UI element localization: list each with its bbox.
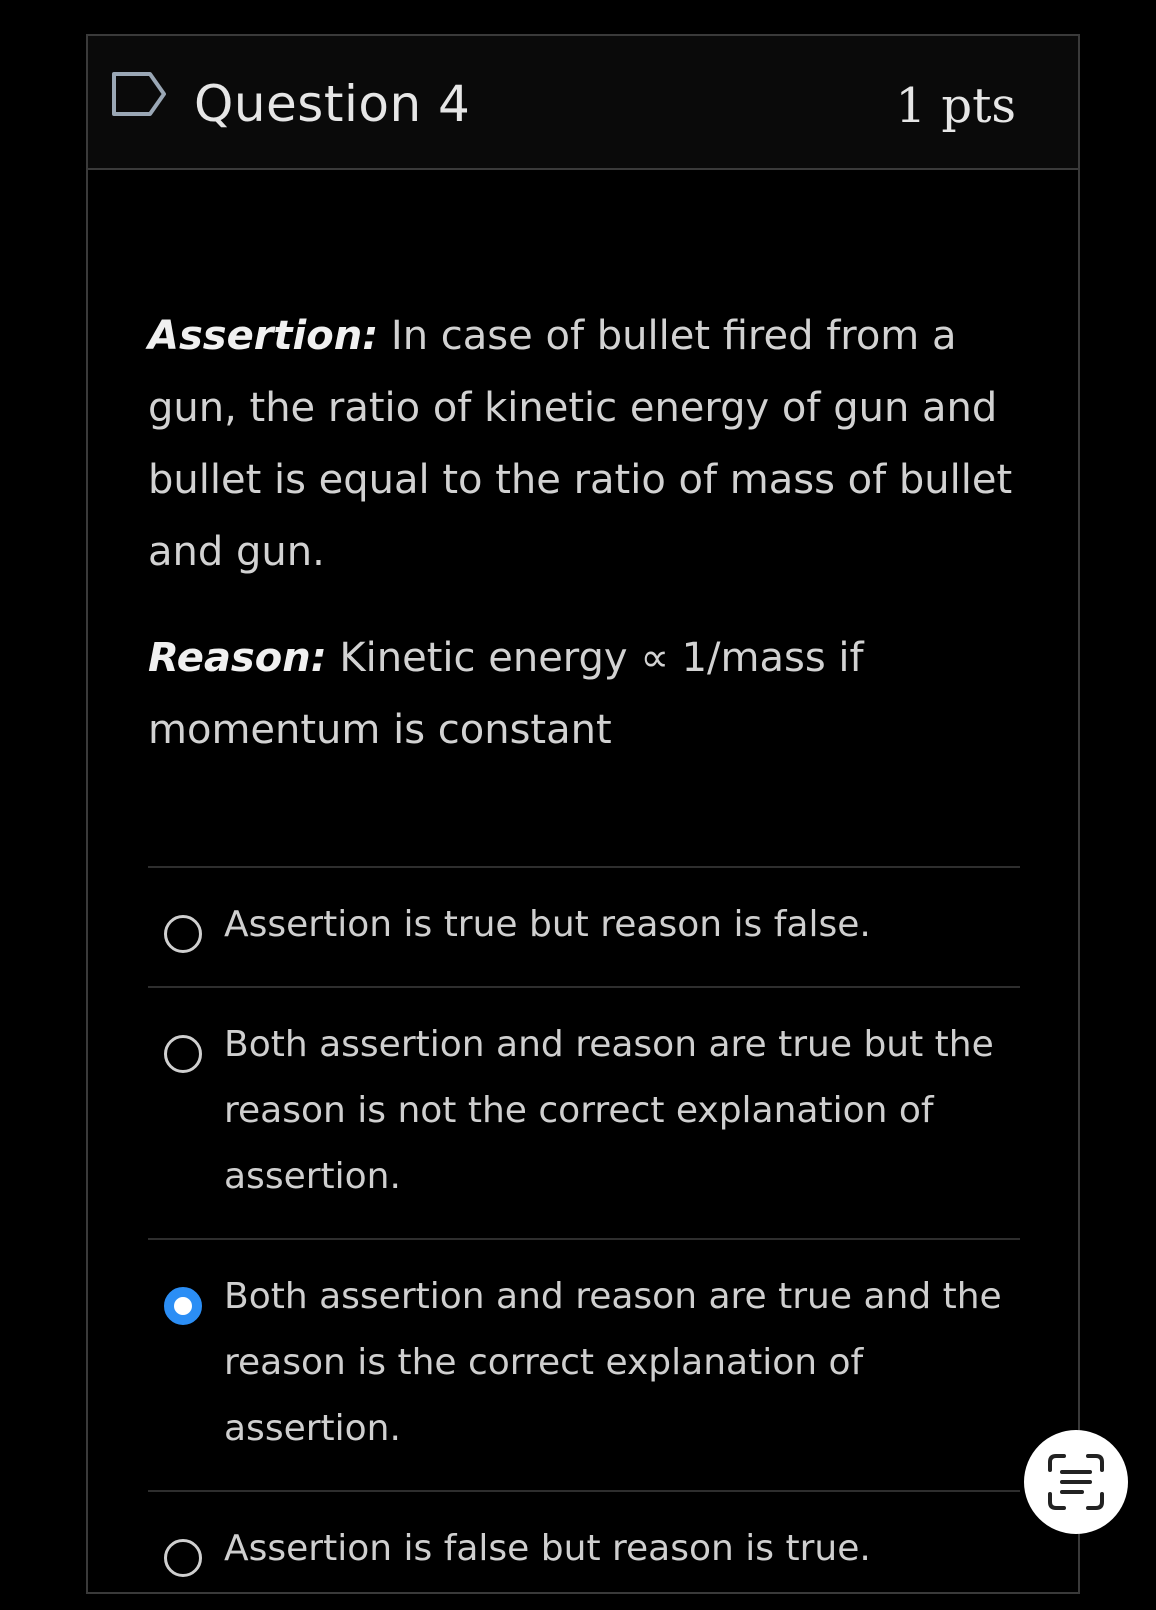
text-scan-icon [1046, 1452, 1106, 1512]
assertion-paragraph [148, 300, 1028, 588]
answer-label-2: Both assertion and reason are true but the reason is not the correct explanation of assertion. [224, 1024, 994, 1197]
answer-label-3: Both assertion and reason are true and the reason is the correct explanation of assertion. [224, 1276, 1002, 1449]
reason-text: Kinetic energy ∝ 1/mass if momentum is constant [148, 635, 864, 753]
answer-label-1: Assertion is true but reason is false. [224, 904, 871, 945]
answer-option-3[interactable] [148, 1240, 1020, 1490]
flag-outline-icon[interactable] [110, 70, 170, 118]
question-text [148, 300, 1028, 766]
question-header [88, 36, 1078, 170]
radio-button-2[interactable] [164, 1035, 202, 1073]
question-card [86, 34, 1080, 1594]
radio-button-4[interactable] [164, 1539, 202, 1577]
question-title: Question 4 [194, 75, 471, 133]
reason-paragraph [148, 622, 1028, 766]
answer-list [148, 866, 1020, 1610]
reason-label: Reason: [148, 635, 327, 681]
answer-option-2[interactable] [148, 988, 1020, 1238]
assertion-text: In case of bullet fired from a gun, the ratio of kinetic energy of gun and bullet is equal to the ratio of mass of bullet and gun. [148, 313, 1013, 575]
answer-option-4[interactable] [148, 1492, 1020, 1610]
radio-button-3-selected[interactable] [164, 1287, 202, 1325]
radio-button-1[interactable] [164, 915, 202, 953]
answer-label-4: Assertion is false but reason is true. [224, 1528, 871, 1569]
answer-option-1[interactable] [148, 868, 1020, 986]
text-scan-button[interactable] [1024, 1430, 1128, 1534]
assertion-label: Assertion: [148, 313, 379, 359]
question-points: 1 pts [895, 78, 1016, 134]
